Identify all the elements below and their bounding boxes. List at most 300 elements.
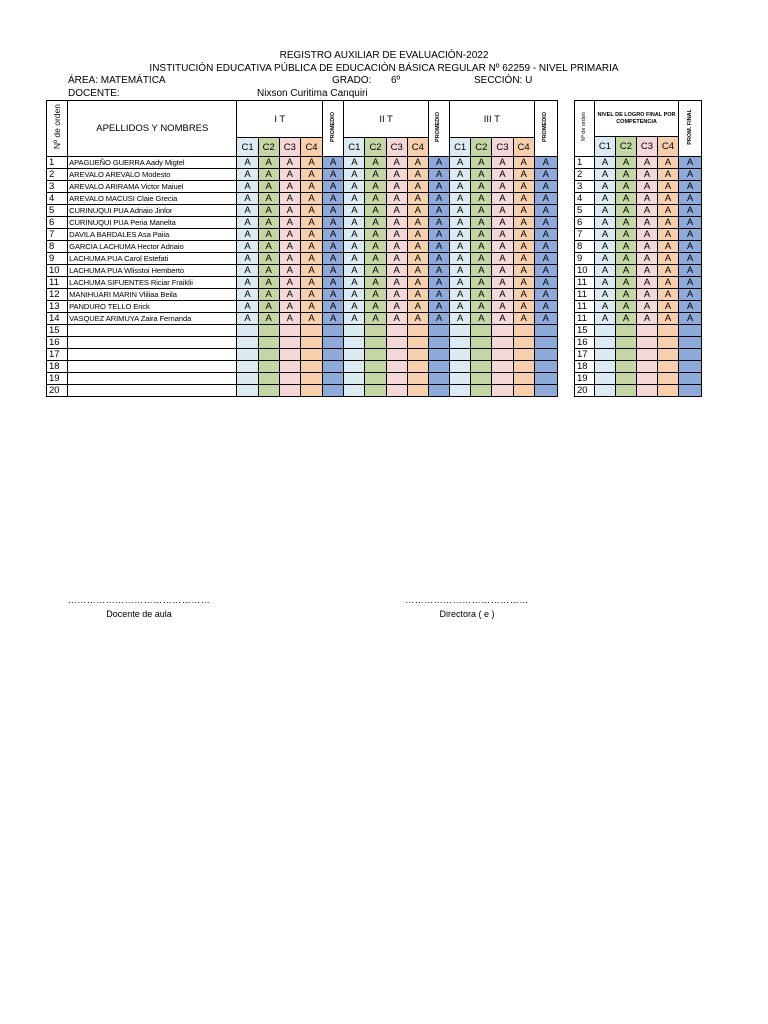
final-competency-cell [595, 373, 616, 385]
grade-cell: A [450, 277, 471, 289]
grade-cell: A [365, 193, 386, 205]
grade-cell [344, 385, 365, 397]
average-grade-cell: A [428, 313, 449, 325]
grade-cell: A [386, 181, 407, 193]
final-competency-cell: A [637, 157, 658, 169]
grade-cell: A [279, 277, 300, 289]
average-grade-cell: A [428, 157, 449, 169]
final-average-cell [679, 337, 702, 349]
grade-cell [492, 373, 513, 385]
grade-cell: A [450, 289, 471, 301]
grade-cell: A [471, 277, 492, 289]
grade-cell [513, 373, 534, 385]
summary-row [575, 241, 702, 253]
competency-header-p3-c1: C1 [450, 138, 471, 157]
grade-cell: A [492, 301, 513, 313]
grade-cell: A [279, 241, 300, 253]
period-header-2: II T [344, 101, 429, 138]
student-name: LACHUMA PUA Carol Estefati [68, 253, 237, 265]
final-competency-cell: A [637, 265, 658, 277]
grade-cell: A [513, 241, 534, 253]
table-row [47, 361, 558, 373]
final-competency-cell: A [595, 169, 616, 181]
final-average-cell: A [679, 157, 702, 169]
grade-cell [258, 373, 279, 385]
final-competency-cell: A [658, 253, 679, 265]
average-grade-cell [428, 385, 449, 397]
grade-cell: A [300, 229, 322, 241]
final-competency-cell [637, 385, 658, 397]
summary-row [575, 193, 702, 205]
grade-cell [344, 361, 365, 373]
average-grade-cell: A [534, 313, 557, 325]
promedio-header-3: PROMEDIO [534, 101, 557, 157]
grade-cell [471, 373, 492, 385]
final-competency-cell [595, 337, 616, 349]
average-grade-cell: A [323, 301, 344, 313]
grade-cell: A [279, 289, 300, 301]
final-competency-cell: A [637, 217, 658, 229]
final-competency-cell: A [637, 277, 658, 289]
final-competency-cell [637, 349, 658, 361]
grade-cell [386, 349, 407, 361]
grade-cell: A [471, 169, 492, 181]
grade-cell: A [258, 313, 279, 325]
grade-cell: A [237, 301, 258, 313]
grade-cell: A [492, 169, 513, 181]
student-name [68, 349, 237, 361]
order-number: 11 [47, 277, 68, 289]
final-competency-cell: A [658, 301, 679, 313]
grade-cell: A [450, 265, 471, 277]
grade-cell: A [365, 217, 386, 229]
grade-cell [471, 325, 492, 337]
grade-cell [365, 349, 386, 361]
grade-cell: A [365, 313, 386, 325]
final-competency-cell: A [616, 229, 637, 241]
grade-cell [407, 373, 428, 385]
summary-row [575, 349, 702, 361]
grade-cell: A [450, 169, 471, 181]
grade-cell: A [237, 277, 258, 289]
student-name: DAVILA BARDALES Asa Paiia [68, 229, 237, 241]
grade-cell: A [492, 193, 513, 205]
grade-cell: A [471, 229, 492, 241]
grade-cell [279, 385, 300, 397]
order-number: 20 [47, 385, 68, 397]
competency-header-p2-c3: C3 [386, 138, 407, 157]
average-grade-cell [428, 349, 449, 361]
grade-cell: A [450, 217, 471, 229]
docente-label: DOCENTE: [68, 88, 120, 99]
final-competency-cell: A [595, 301, 616, 313]
seccion-label: SECCIÓN: U [474, 75, 533, 86]
grade-cell: A [300, 241, 322, 253]
grade-cell [450, 337, 471, 349]
grade-cell [237, 337, 258, 349]
grade-cell [365, 385, 386, 397]
table-row [47, 217, 558, 229]
table-row [47, 241, 558, 253]
summary-row [575, 205, 702, 217]
grade-cell: A [279, 205, 300, 217]
competency-header-p1-c4: C4 [300, 138, 322, 157]
grade-cell: A [365, 157, 386, 169]
summary-row [575, 277, 702, 289]
grade-cell: A [258, 193, 279, 205]
summary-order-number: 20 [575, 385, 595, 397]
grade-cell [513, 349, 534, 361]
summary-order-number: 10 [575, 265, 595, 277]
grade-cell [365, 325, 386, 337]
average-grade-cell: A [323, 313, 344, 325]
summary-row [575, 217, 702, 229]
final-competency-cell: A [616, 253, 637, 265]
final-competency-cell [616, 349, 637, 361]
student-name [68, 385, 237, 397]
final-competency-cell: A [616, 265, 637, 277]
grade-cell [471, 337, 492, 349]
grade-cell: A [344, 217, 365, 229]
period-header-1: I T [237, 101, 323, 138]
grade-cell: A [365, 265, 386, 277]
grade-cell: A [513, 229, 534, 241]
grade-cell: A [344, 277, 365, 289]
grade-cell [365, 373, 386, 385]
competency-header-p2-c4: C4 [407, 138, 428, 157]
summary-row [575, 373, 702, 385]
grade-cell: A [258, 301, 279, 313]
grade-cell: A [386, 205, 407, 217]
table-row [47, 313, 558, 325]
competency-header-p1-c2: C2 [258, 138, 279, 157]
student-name [68, 361, 237, 373]
average-grade-cell [323, 373, 344, 385]
final-competency-cell: A [595, 229, 616, 241]
summary-row [575, 253, 702, 265]
grade-cell: A [386, 169, 407, 181]
grade-cell: A [237, 265, 258, 277]
grade-cell: A [300, 181, 322, 193]
grade-cell: A [407, 313, 428, 325]
average-grade-cell [428, 373, 449, 385]
grade-cell [279, 349, 300, 361]
table-row [47, 325, 558, 337]
student-name: LACHUMA PUA Wlisstoi Hemberto [68, 265, 237, 277]
student-name: PANDURO TELLO Erick [68, 301, 237, 313]
grade-cell [386, 361, 407, 373]
grade-cell [407, 325, 428, 337]
final-competency-cell: A [658, 265, 679, 277]
grade-cell: A [492, 229, 513, 241]
student-name: AREVALO AREVALO Modesto [68, 169, 237, 181]
grade-cell: A [471, 217, 492, 229]
grade-cell: A [386, 217, 407, 229]
final-competency-cell: A [595, 157, 616, 169]
summary-row [575, 169, 702, 181]
student-name: CURINUQUI PUA Peria Manelta [68, 217, 237, 229]
table-row [47, 205, 558, 217]
grade-cell: A [450, 313, 471, 325]
final-competency-cell [616, 385, 637, 397]
grade-cell: A [471, 265, 492, 277]
grade-cell: A [471, 157, 492, 169]
average-grade-cell: A [323, 253, 344, 265]
order-number: 16 [47, 337, 68, 349]
grade-cell: A [450, 241, 471, 253]
average-grade-cell: A [428, 205, 449, 217]
grade-cell: A [258, 289, 279, 301]
summary-order-number: 4 [575, 193, 595, 205]
final-competency-cell [595, 385, 616, 397]
grade-cell [258, 385, 279, 397]
average-grade-cell: A [428, 301, 449, 313]
summary-row [575, 385, 702, 397]
order-number: 15 [47, 325, 68, 337]
final-average-cell [679, 385, 702, 397]
grade-cell: A [365, 253, 386, 265]
grade-cell [450, 349, 471, 361]
final-average-cell: A [679, 301, 702, 313]
final-competency-cell: A [658, 205, 679, 217]
grade-cell: A [407, 169, 428, 181]
final-average-cell: A [679, 313, 702, 325]
grade-cell [450, 385, 471, 397]
grade-cell: A [386, 265, 407, 277]
average-grade-cell: A [534, 265, 557, 277]
grade-cell [386, 385, 407, 397]
grade-cell [237, 349, 258, 361]
final-competency-cell: A [658, 313, 679, 325]
grade-cell: A [386, 277, 407, 289]
grade-cell: A [492, 313, 513, 325]
summary-row [575, 157, 702, 169]
grade-cell: A [450, 193, 471, 205]
grade-cell: A [513, 217, 534, 229]
final-competency-cell: A [595, 277, 616, 289]
grade-cell: A [344, 301, 365, 313]
average-grade-cell [428, 361, 449, 373]
table-row [47, 157, 558, 169]
summary-table [574, 100, 702, 397]
average-grade-cell: A [323, 277, 344, 289]
grade-cell: A [300, 289, 322, 301]
order-number: 1 [47, 157, 68, 169]
grade-cell: A [344, 193, 365, 205]
grade-cell [300, 337, 322, 349]
final-average-cell: A [679, 265, 702, 277]
grade-cell: A [450, 181, 471, 193]
grade-cell [450, 373, 471, 385]
teacher-signature-line [66, 595, 212, 619]
order-number: 9 [47, 253, 68, 265]
final-competency-cell: A [637, 229, 658, 241]
final-competency-cell: A [658, 157, 679, 169]
final-competency-cell: A [616, 217, 637, 229]
final-competency-cell: A [658, 289, 679, 301]
order-number: 10 [47, 265, 68, 277]
final-competency-cell: A [658, 193, 679, 205]
final-average-cell: A [679, 253, 702, 265]
final-competency-cell: A [616, 301, 637, 313]
grade-cell: A [513, 157, 534, 169]
average-grade-cell: A [323, 289, 344, 301]
table-row [47, 301, 558, 313]
summary-order-number: 11 [575, 313, 595, 325]
final-competency-cell [658, 349, 679, 361]
grade-cell: A [258, 205, 279, 217]
average-grade-cell: A [534, 229, 557, 241]
summary-row [575, 313, 702, 325]
table-row [47, 229, 558, 241]
final-competency-cell: A [595, 241, 616, 253]
summary-row [575, 337, 702, 349]
final-competency-cell: A [595, 313, 616, 325]
final-competency-cell [616, 325, 637, 337]
grade-cell [300, 361, 322, 373]
grade-cell: A [258, 181, 279, 193]
average-grade-cell: A [323, 241, 344, 253]
grade-cell: A [237, 229, 258, 241]
grade-cell: A [513, 265, 534, 277]
grade-cell: A [258, 253, 279, 265]
grade-cell [237, 385, 258, 397]
final-average-cell: A [679, 229, 702, 241]
grade-cell [279, 325, 300, 337]
grade-cell: A [344, 253, 365, 265]
table-row [47, 289, 558, 301]
average-grade-cell [428, 325, 449, 337]
grade-cell: A [365, 181, 386, 193]
order-number: 14 [47, 313, 68, 325]
final-competency-cell: A [595, 205, 616, 217]
grade-cell: A [237, 289, 258, 301]
grade-cell [279, 373, 300, 385]
grade-cell [300, 325, 322, 337]
grade-cell: A [237, 205, 258, 217]
grade-cell [365, 361, 386, 373]
final-competency-cell [637, 325, 658, 337]
grade-cell [344, 373, 365, 385]
grade-cell: A [300, 193, 322, 205]
summary-order-number: 11 [575, 289, 595, 301]
order-number: 2 [47, 169, 68, 181]
average-grade-cell [534, 385, 557, 397]
table-row [47, 253, 558, 265]
competency-header-p2-c1: C1 [344, 138, 365, 157]
final-competency-cell: A [637, 193, 658, 205]
average-grade-cell: A [534, 181, 557, 193]
grade-cell: A [279, 193, 300, 205]
grade-cell: A [513, 253, 534, 265]
final-competency-cell: A [616, 205, 637, 217]
summary-order-number: 3 [575, 181, 595, 193]
grade-cell: A [471, 289, 492, 301]
director-signature-line [404, 595, 530, 619]
grade-cell: A [365, 289, 386, 301]
average-grade-cell: A [534, 241, 557, 253]
final-competency-cell: A [637, 181, 658, 193]
grade-cell: A [471, 301, 492, 313]
grade-cell: A [279, 181, 300, 193]
grade-cell: A [492, 157, 513, 169]
final-competency-cell: A [658, 229, 679, 241]
final-average-cell [679, 373, 702, 385]
order-number: 5 [47, 205, 68, 217]
grade-cell [492, 361, 513, 373]
final-competency-cell: A [658, 217, 679, 229]
grade-cell: A [279, 301, 300, 313]
student-name: LACHUMA SIFUENTES Riciar Fraiklii [68, 277, 237, 289]
grade-cell: A [513, 313, 534, 325]
order-number: 7 [47, 229, 68, 241]
final-competency-cell [637, 337, 658, 349]
final-competency-cell [595, 349, 616, 361]
table-row [47, 193, 558, 205]
grade-cell [513, 325, 534, 337]
summary-competency-header-c2: C2 [616, 137, 637, 157]
average-grade-cell: A [534, 157, 557, 169]
grade-cell [450, 361, 471, 373]
institution-name: INSTITUCIÓN EDUCATIVA PÚBLICA DE EDUCACIÓN BÁSICA REGULAR Nº 62259 - NIVEL PRIMARIA [149, 63, 619, 74]
final-competency-cell: A [658, 169, 679, 181]
grade-cell [258, 349, 279, 361]
grade-cell: A [450, 253, 471, 265]
grade-cell: A [407, 217, 428, 229]
grade-cell [365, 337, 386, 349]
grade-cell: A [386, 313, 407, 325]
grade-cell: A [344, 241, 365, 253]
final-competency-cell: A [595, 265, 616, 277]
grade-cell: A [407, 301, 428, 313]
grade-cell: A [450, 205, 471, 217]
student-name [68, 337, 237, 349]
final-competency-cell: A [637, 289, 658, 301]
average-grade-cell [534, 361, 557, 373]
grade-cell: A [344, 157, 365, 169]
grade-cell: A [492, 241, 513, 253]
grade-cell: A [258, 229, 279, 241]
average-grade-cell: A [534, 289, 557, 301]
average-grade-cell: A [428, 289, 449, 301]
average-grade-cell [534, 373, 557, 385]
grade-cell: A [258, 241, 279, 253]
average-grade-cell [534, 325, 557, 337]
grade-cell [407, 349, 428, 361]
competency-header-p1-c3: C3 [279, 138, 300, 157]
grade-cell: A [471, 205, 492, 217]
grade-cell: A [407, 157, 428, 169]
grade-cell: A [492, 205, 513, 217]
summary-order-number: 9 [575, 253, 595, 265]
grade-cell: A [513, 277, 534, 289]
grade-cell: A [279, 157, 300, 169]
grade-cell: A [365, 277, 386, 289]
grade-cell: A [237, 193, 258, 205]
grade-cell: A [513, 301, 534, 313]
grade-cell: A [237, 241, 258, 253]
grade-cell: A [365, 205, 386, 217]
grade-cell: A [471, 193, 492, 205]
final-competency-cell [658, 373, 679, 385]
grade-cell: A [471, 313, 492, 325]
grade-cell: A [386, 229, 407, 241]
student-name: AREVALO ARIRAMA Victor Maiuel [68, 181, 237, 193]
summary-order-number: 15 [575, 325, 595, 337]
summary-order-number: 18 [575, 361, 595, 373]
grade-cell [237, 361, 258, 373]
grade-cell: A [279, 313, 300, 325]
